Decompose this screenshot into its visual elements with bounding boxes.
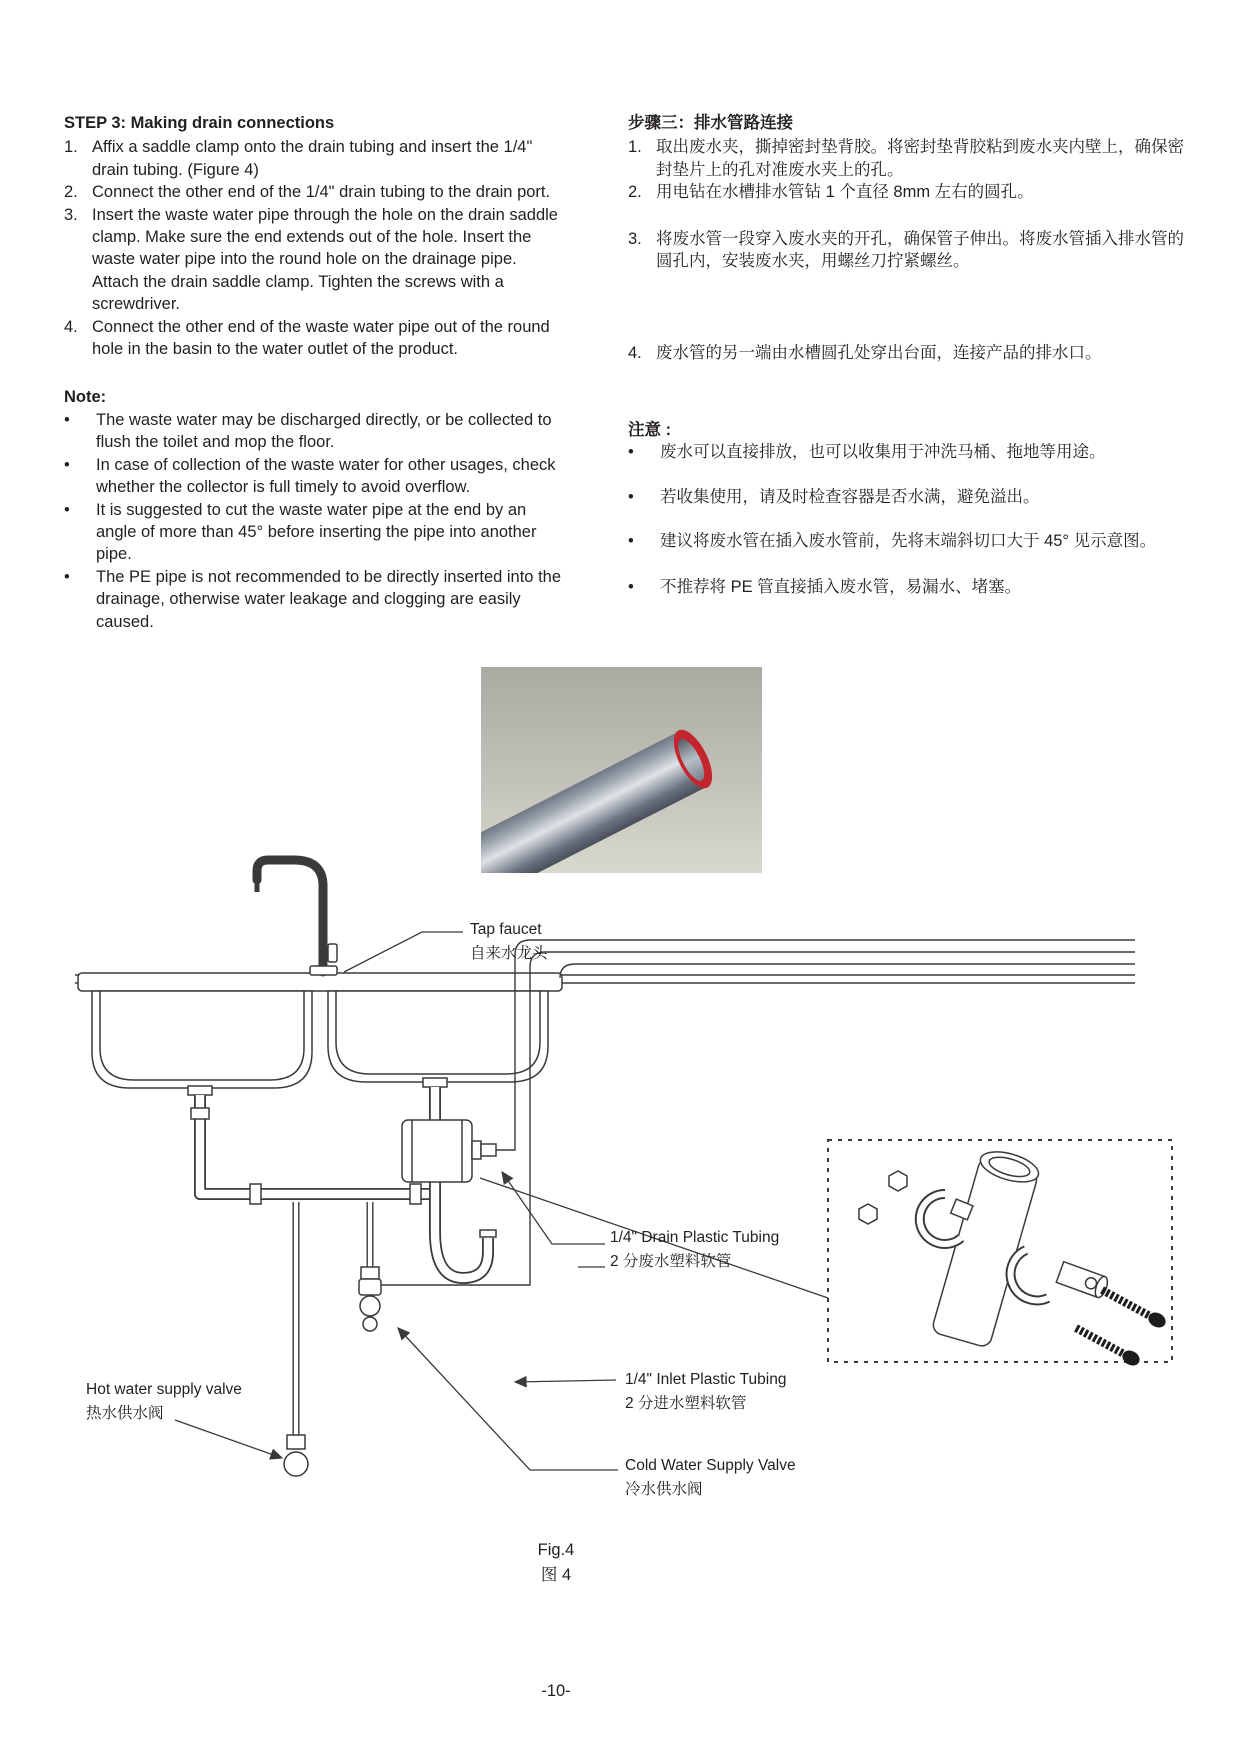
tap-faucet-leader: [344, 932, 463, 972]
drain-tubing-label-zh: 2 分废水塑料软管: [610, 1253, 732, 1270]
chinese-column: [628, 112, 1188, 599]
nut: [889, 1171, 907, 1191]
english-column: [64, 112, 564, 633]
faucet-supply-tubing: [560, 964, 1135, 978]
pipe-coupling: [191, 1108, 209, 1119]
hot-water-valve-ball: [284, 1452, 308, 1476]
figure-caption-zh: 图 4: [540, 1566, 572, 1584]
page-number: -10-: [541, 1682, 571, 1700]
trap-outlet-cap: [480, 1230, 496, 1237]
note-item: • The PE pipe is not recommended to be directly inserted into the drainage, otherwise water leakage and clogging are easily caused.: [64, 567, 562, 631]
step-item: 1. 取出废水夹，撕掉密封垫背胶。将密封垫背胶粘到废水夹内壁上，确保密封垫片上的孔对准废水夹上的孔。: [628, 138, 1184, 179]
pipe-coupling: [250, 1184, 261, 1204]
step-item: 3. 将废水管一段穿入废水夹的开孔，确保管子伸出。将废水管插入排水管的圆孔内，安装废水夹，用螺丝刀拧紧螺丝。: [628, 229, 1184, 271]
drain-plastic-tubing: [496, 940, 1135, 1150]
cold-valve-body: [359, 1279, 381, 1295]
cold-valve-fitting: [361, 1267, 379, 1279]
note-item: • In case of collection of the waste water for other usages, check whether the collector is full timely to avoid overflow.: [64, 455, 556, 497]
step-item: 4. 废水管的另一端由水槽圆孔处穿出台面，连接产品的排水口。: [628, 344, 1102, 363]
nut: [859, 1204, 877, 1224]
note-item: • 建议将废水管在插入废水管前，先将末端斜切口大于 45° 见示意图。: [628, 532, 1157, 551]
tap-faucet-base: [310, 966, 337, 975]
section-heading-en: STEP 3: Making drain connections: [64, 114, 335, 132]
drain-tubing-label-en: 1/4" Drain Plastic Tubing: [610, 1229, 780, 1246]
step-item: 3. Insert the waste water pipe through the hole on the drain saddle clamp. Make sure the end extends out of the hole. Insert the waste water pipe into the round hole on the drainage pipe. Attach the drain saddle clamp. Tighten the screws with a screwdriver.: [64, 205, 558, 314]
step-item: 2. Connect the other end of the 1/4" drain tubing to the drain port.: [64, 183, 551, 202]
tap-faucet-spout: [257, 860, 323, 972]
figure-4-diagram: [60, 820, 1190, 1540]
cold-valve-label-en: Cold Water Supply Valve: [625, 1457, 796, 1474]
drain-tubing-label: [610, 1226, 779, 1274]
note-heading-en: Note:: [64, 388, 107, 407]
note-item: • 不推荐将 PE 管直接插入废水管，易漏水、堵塞。: [628, 578, 1022, 597]
hot-valve-label: [86, 1378, 242, 1426]
cold-valve-leader: [398, 1328, 618, 1470]
tap-faucet-label: [470, 918, 548, 966]
step-item: 4. Connect the other end of the waste water pipe out of the round hole in the basin to the water outlet of the product.: [64, 317, 550, 359]
inlet-tubing-leader: [515, 1380, 616, 1382]
hot-valve-fitting: [287, 1435, 305, 1449]
cold-water-valve-ball: [360, 1296, 380, 1316]
cold-water-valve-ball-small: [363, 1317, 377, 1331]
drain-tubing-leader: [502, 1172, 605, 1244]
hot-valve-label-en: Hot water supply valve: [86, 1381, 242, 1398]
note-heading-zh: 注意 :: [628, 420, 672, 439]
inlet-tubing-label-zh: 2 分进水塑料软管: [625, 1395, 747, 1412]
inlet-tubing-label-en: 1/4" Inlet Plastic Tubing: [625, 1371, 787, 1388]
hot-valve-label-zh: 热水供水阀: [86, 1405, 164, 1422]
step-item: 1. Affix a saddle clamp onto the drain tubing and insert the 1/4" drain tubing. (Figure 4): [64, 138, 533, 179]
note-item: • The waste water may be discharged directly, or be collected to flush the toilet and mop the floor.: [64, 410, 552, 452]
figure-caption-en: Fig.4: [537, 1541, 575, 1559]
right-drain-flange: [423, 1078, 447, 1087]
note-item: • 若收集使用，请及时检查容器是否水满，避免溢出。: [628, 487, 1040, 506]
note-item: • It is suggested to cut the waste water pipe at the end by an angle of more than 45° before inserting the pipe into another pipe.: [64, 500, 537, 564]
inlet-tubing-label: [625, 1368, 786, 1416]
clamp-fitting-stub: [481, 1144, 496, 1156]
left-drain-flange: [188, 1086, 212, 1095]
tap-faucet-label-en: Tap faucet: [470, 921, 542, 938]
sink-plumbing-drawing: [60, 820, 1190, 1540]
cold-valve-label-zh: 冷水供水阀: [625, 1481, 703, 1498]
figure-caption: [476, 1538, 636, 1588]
tap-faucet-label-zh: 自来水龙头: [470, 945, 548, 962]
pipe-coupling: [410, 1184, 421, 1204]
clamp-fitting-nut: [472, 1141, 481, 1159]
step-item: 2. 用电钻在水槽排水管钻 1 个直径 8mm 左右的圆孔。: [628, 183, 1034, 202]
section-heading-zh: 步骤三：排水管路连接: [628, 114, 793, 132]
note-item: • 废水可以直接排放，也可以收集用于冲洗马桶、拖地等用途。: [628, 443, 1106, 462]
left-basin: [92, 991, 312, 1088]
cold-valve-label: [625, 1454, 796, 1502]
drain-pipe-run: [200, 1095, 435, 1194]
tap-faucet-handle: [328, 944, 337, 962]
drain-pipe-run-inner: [200, 1095, 435, 1194]
